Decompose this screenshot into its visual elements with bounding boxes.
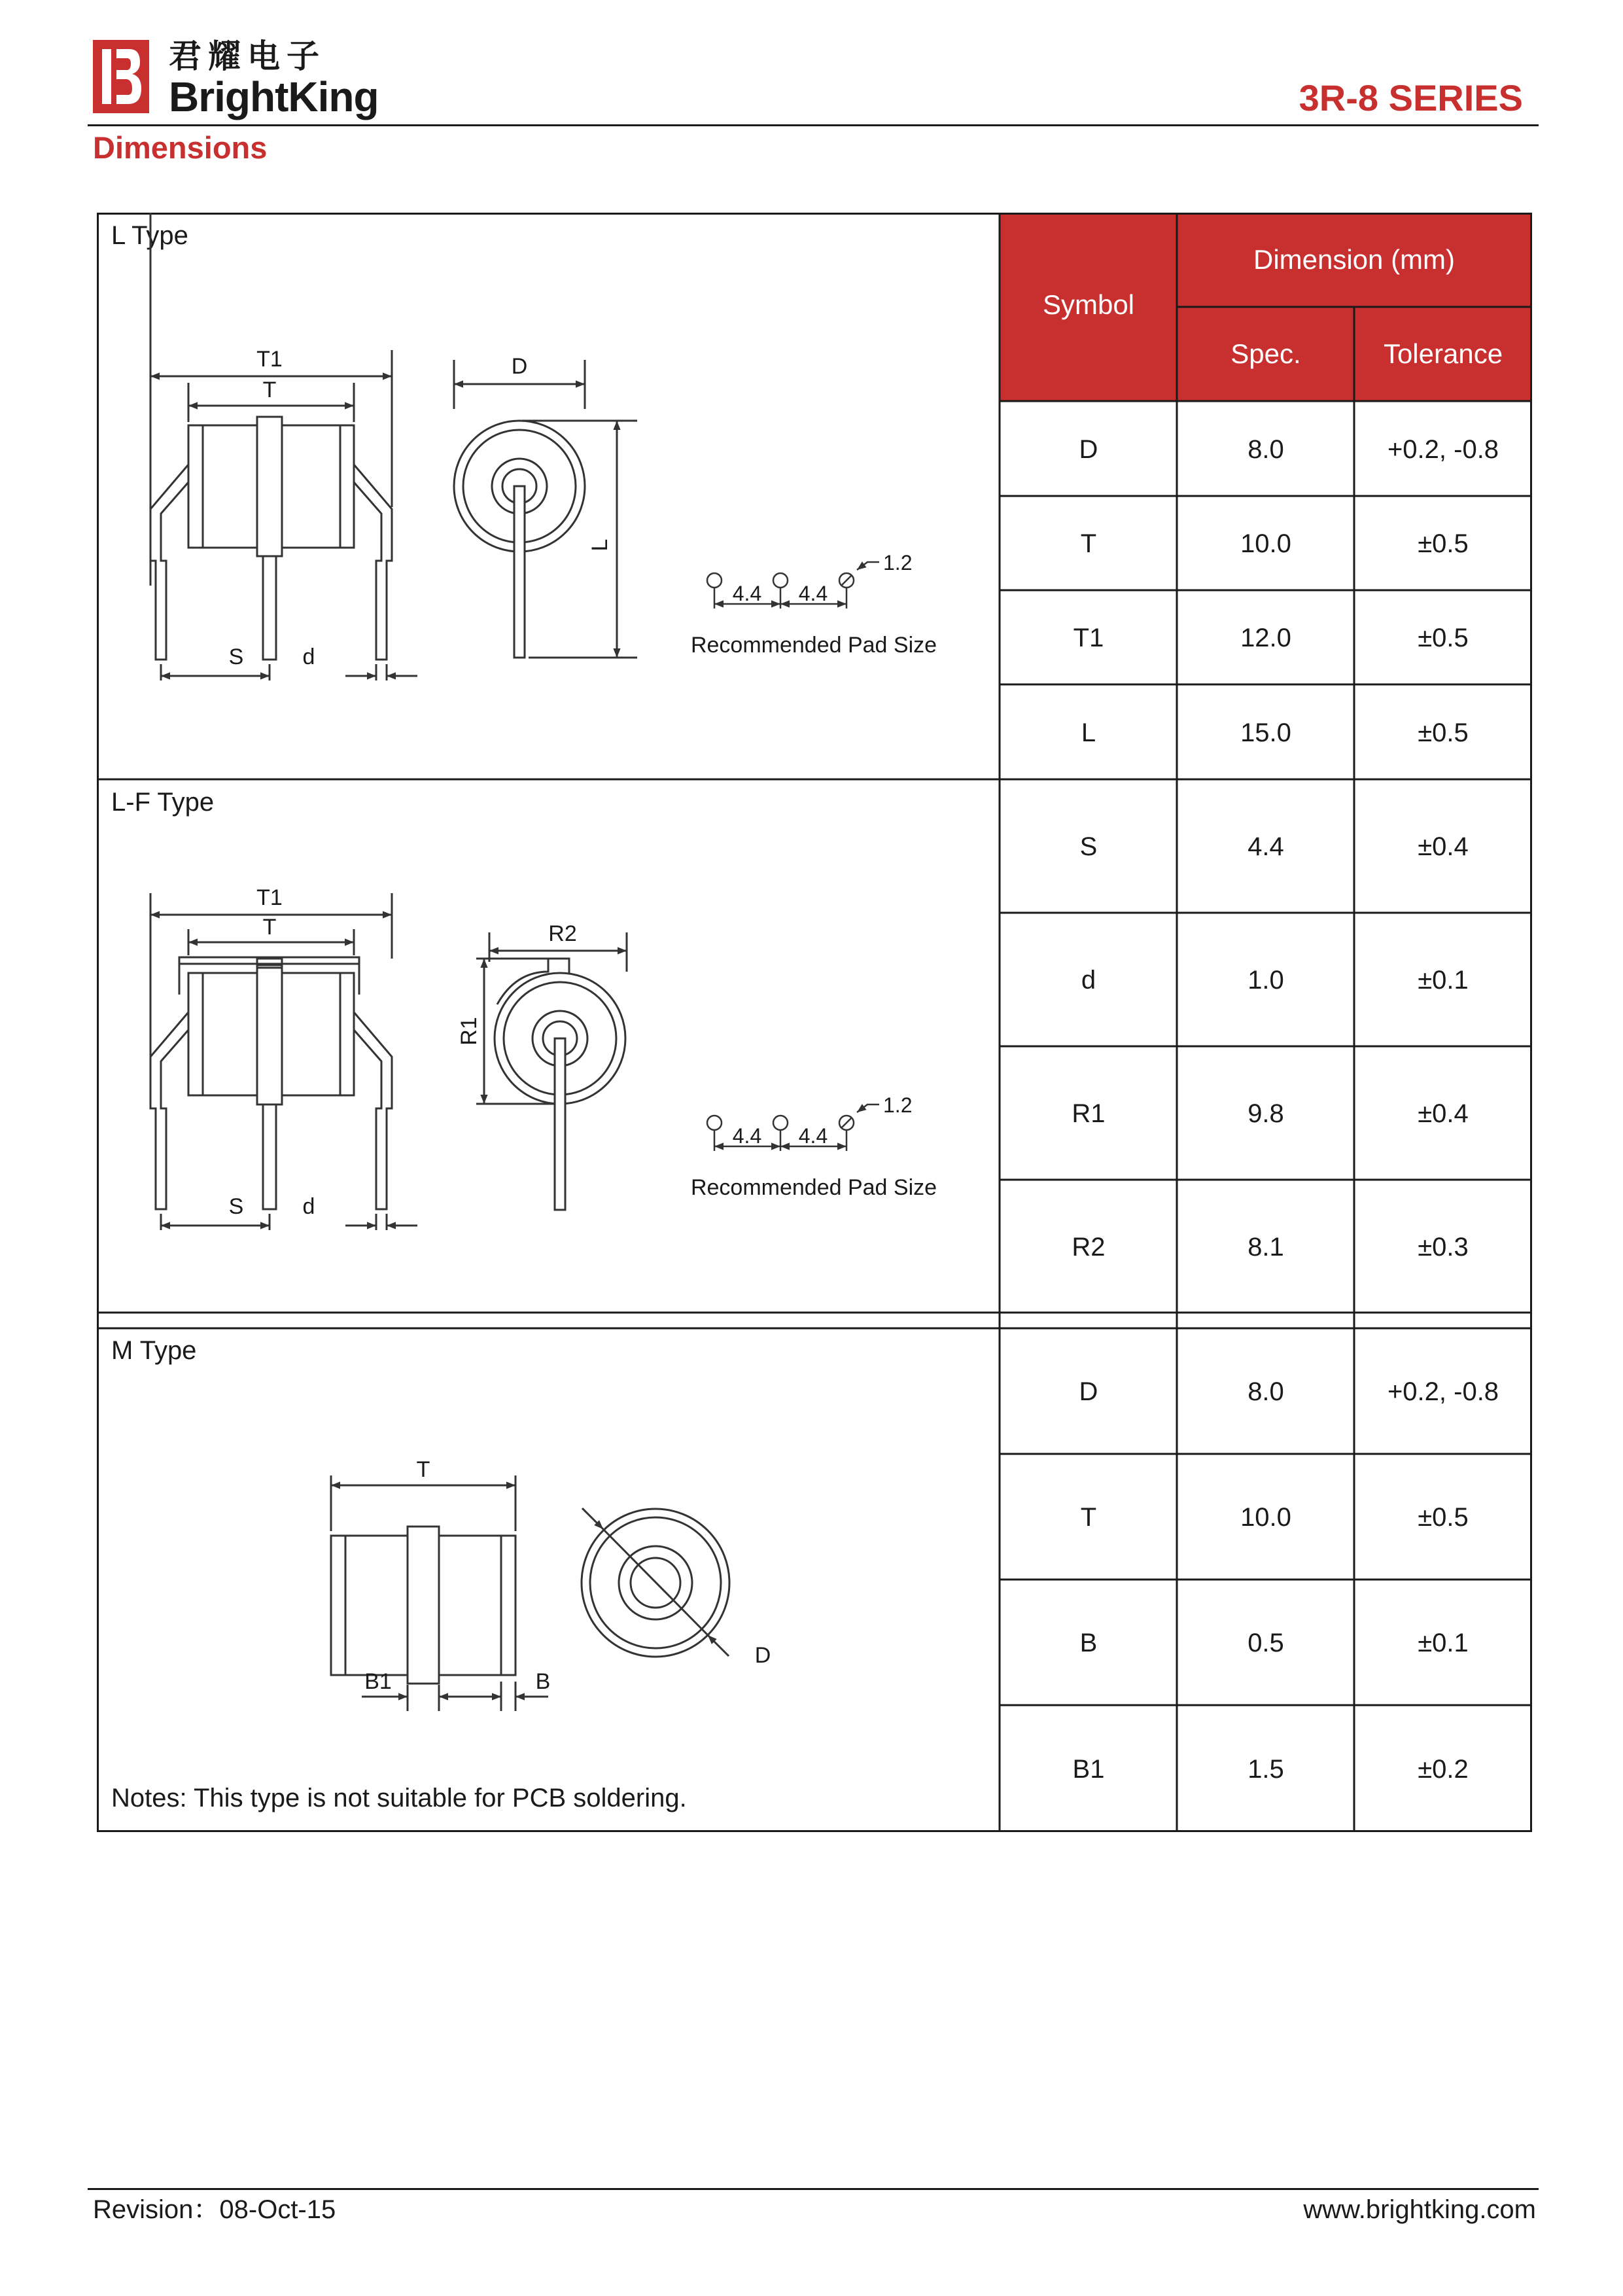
lf-type-label-d: d [302,1194,315,1219]
table-cell-spec: 10.0 [1240,529,1291,558]
table-cell-symbol: R1 [1072,1099,1106,1128]
m-type-note: Notes: This type is not suitable for PCB soldering. [111,1784,687,1812]
table-cell-spec: 8.0 [1248,1377,1284,1406]
footer-divider [88,2188,1539,2190]
table-cell-tolerance: +0.2, -0.8 [1387,1377,1499,1406]
table-body [1072,435,1499,1784]
lf-type-pad-pitch-1: 4.4 [732,1124,762,1148]
table-cell-tolerance: ±0.5 [1418,529,1469,558]
table-cell-tolerance: ±0.5 [1418,718,1469,747]
header-spec: Spec. [1230,338,1301,369]
m-type-label-T: T [416,1457,430,1482]
table-cell-symbol: d [1081,966,1096,995]
l-type-end-view-drawing [454,360,637,658]
lf-type-pad-pitch-2: 4.4 [798,1124,828,1148]
l-type-label-D: D [511,354,528,379]
table-cell-symbol: S [1079,832,1098,861]
table-cell-spec: 8.0 [1248,435,1284,464]
lf-type-end-view-drawing [476,932,627,1210]
table-cell-symbol: R2 [1072,1233,1106,1262]
l-type-label-T: T [262,378,277,402]
header-divider [88,124,1539,126]
brightking-logo-icon [93,40,149,113]
table-cell-symbol: T [1080,529,1097,558]
l-type-side-view-drawing [150,213,417,680]
m-type-side-view-drawing [331,1475,548,1711]
table-cell-symbol: D [1079,435,1098,464]
lf-type-pad-caption: Recommended Pad Size [690,1175,937,1200]
brand-name-chinese: 君耀电子 [169,38,326,75]
l-type-label-T1: T1 [256,347,283,372]
table-cell-spec: 4.4 [1248,832,1284,861]
table-cell-tolerance: ±0.2 [1418,1755,1469,1784]
table-cell-tolerance: ±0.3 [1418,1233,1469,1262]
table-cell-spec: 1.5 [1248,1755,1284,1784]
table-cell-tolerance: ±0.4 [1418,832,1469,861]
table-cell-tolerance: ±0.1 [1418,1629,1469,1657]
table-cell-symbol: T [1080,1503,1097,1532]
header-dimension: Dimension (mm) [1253,244,1456,275]
table-cell-spec: 0.5 [1248,1629,1284,1657]
table-cell-tolerance: ±0.1 [1418,966,1469,995]
table-cell-symbol: L [1081,718,1096,747]
l-type-pad-pitch-1: 4.4 [732,582,762,605]
table-cell-symbol: B [1079,1629,1098,1657]
section-title: Dimensions [93,130,268,165]
table-cell-tolerance: +0.2, -0.8 [1387,435,1499,464]
website-link[interactable]: www.brightking.com [1303,2195,1536,2224]
table-cell-symbol: D [1079,1377,1098,1406]
m-type-label-B: B [535,1669,551,1694]
table-cell-spec: 10.0 [1240,1503,1291,1532]
table-cell-spec: 9.8 [1248,1099,1284,1128]
header-tolerance: Tolerance [1383,338,1503,369]
brand-name: BrightKing [169,73,379,120]
table-cell-spec: 15.0 [1240,718,1291,747]
lf-type-pad-diameter: 1.2 [883,1093,913,1117]
header-symbol: Symbol [1042,289,1135,320]
table-cell-symbol: T1 [1073,624,1104,652]
l-type-label-S: S [228,645,244,669]
group-label-m-type: M Type [111,1336,197,1365]
l-type-label-L: L [587,539,612,552]
l-type-pad-diameter: 1.2 [883,551,913,574]
l-type-label-d: d [302,645,315,669]
table-cell-spec: 8.1 [1248,1233,1284,1262]
l-type-pad-caption: Recommended Pad Size [690,633,937,658]
table-cell-symbol: B1 [1072,1755,1105,1784]
table-cell-tolerance: ±0.4 [1418,1099,1469,1128]
group-label-lf-type: L-F Type [111,788,215,817]
lf-type-label-S: S [228,1194,244,1219]
lf-type-label-T: T [262,915,277,940]
lf-type-side-view-drawing [150,893,417,1230]
m-type-label-D: D [754,1643,771,1668]
m-type-label-B1: B1 [364,1669,392,1694]
dimensions-table [97,213,1532,1832]
series-title: 3R-8 SERIES [1299,77,1523,118]
table-grid [97,213,1532,1832]
table-cell-spec: 12.0 [1240,624,1291,652]
table-cell-spec: 1.0 [1248,966,1284,995]
table-cell-tolerance: ±0.5 [1418,1503,1469,1532]
group-label-l-type: L Type [111,221,188,250]
revision-date: Revision：08-Oct-15 [93,2195,336,2224]
lf-type-label-R2: R2 [548,921,577,946]
l-type-pad-pitch-2: 4.4 [798,582,828,605]
lf-type-label-T1: T1 [256,885,283,910]
lf-type-label-R1: R1 [457,1017,481,1046]
table-cell-tolerance: ±0.5 [1418,624,1469,652]
m-type-end-view-drawing [582,1508,729,1657]
